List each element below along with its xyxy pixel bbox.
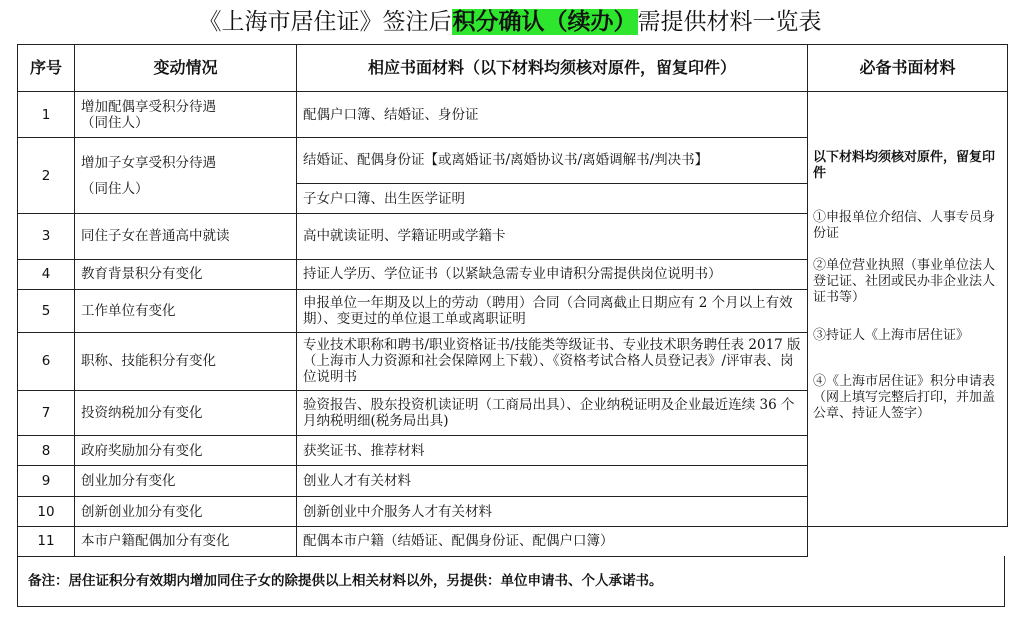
required-item: ②单位营业执照（事业单位法人登记证、社团或民办非企业法人证书等） — [813, 258, 996, 306]
row-change: 本市户籍配偶加分有变化 — [75, 526, 297, 556]
required-item: ③持证人《上海市居住证》 — [813, 328, 970, 344]
row-number: 4 — [18, 259, 75, 289]
row-number: 6 — [18, 333, 75, 390]
row-number: 3 — [18, 214, 75, 259]
required-heading: 以下材料均须核对原件，留复印件 — [813, 150, 996, 182]
row-change: 政府奖励加分有变化 — [75, 435, 297, 465]
row-change: 教育背景积分有变化 — [75, 259, 297, 289]
row-number: 11 — [18, 526, 75, 556]
row-material: 子女户口簿、出生医学证明 — [297, 184, 808, 214]
row-change: 创新创业加分有变化 — [75, 497, 297, 526]
row-number: 1 — [18, 92, 75, 137]
title-prefix: 《上海市居住证》签注后 — [198, 9, 452, 35]
table-row — [18, 526, 1008, 556]
row-material: 结婚证、配偶身份证【或离婚证书/离婚协议书/离婚调解书/判决书】 — [297, 137, 808, 183]
row-change: 工作单位有变化 — [75, 289, 297, 332]
header-required: 必备书面材料 — [808, 45, 1008, 92]
required-materials-cell — [808, 92, 1008, 526]
row-number: 5 — [18, 289, 75, 332]
table-header-row — [18, 45, 1008, 92]
row-material: 持证人学历、学位证书（以紧缺急需专业申请积分需提供岗位说明书） — [297, 259, 808, 289]
materials-table — [17, 44, 1008, 557]
row-change — [75, 137, 297, 214]
footer-note: 备注：居住证积分有效期内增加同住子女的除提供以上相关材料以外，另提供：单位申请书、个人承诺书。 — [17, 556, 1005, 607]
row-number: 10 — [18, 497, 75, 526]
row-change: 创业加分有变化 — [75, 466, 297, 497]
row-change — [75, 92, 297, 137]
header-materials: 相应书面材料（以下材料均须核对原件，留复印件） — [297, 45, 808, 92]
header-no: 序号 — [18, 45, 75, 92]
change-line: （同住人） — [81, 180, 149, 197]
change-line: （同住人） — [81, 114, 149, 131]
title-highlight: 积分确认（续办） — [452, 9, 637, 35]
row-material: 申报单位一年期及以上的劳动（聘用）合同（合同离截止日期应有 2 个月以上有效期）、变更过的单位退工单或离职证明 — [297, 289, 808, 332]
row-material: 高中就读证明、学籍证明或学籍卡 — [297, 214, 808, 259]
row-material: 专业技术职称和聘书/职业资格证书/技能类等级证书、专业技术职务聘任表 2017 版（上海市人力资源和社会保障网上下载）、《资格考试合格人员登记表》/评审表、岗位说明书 — [297, 333, 808, 390]
row-material: 配偶本市户籍（结婚证、配偶身份证、配偶户口簿） — [297, 526, 808, 556]
row-change: 投资纳税加分有变化 — [75, 390, 297, 435]
row-material: 创新创业中介服务人才有关材料 — [297, 497, 808, 526]
required-item: ①申报单位介绍信、人事专员身份证 — [813, 210, 996, 242]
row-material: 验资报告、股东投资机读证明（工商局出具）、企业纳税证明及企业最近连续 36 个月纳税明细(税务局出具) — [297, 390, 808, 435]
table-row — [18, 92, 1008, 137]
row-number: 9 — [18, 466, 75, 497]
header-change: 变动情况 — [75, 45, 297, 92]
title-suffix: 需提供材料一览表 — [637, 9, 822, 35]
row-material: 获奖证书、推荐材料 — [297, 435, 808, 465]
row-number: 2 — [18, 137, 75, 214]
row-change: 同住子女在普通高中就读 — [75, 214, 297, 259]
row-number: 7 — [18, 390, 75, 435]
row-change: 职称、技能积分有变化 — [75, 333, 297, 390]
row-material: 配偶户口簿、结婚证、身份证 — [297, 92, 808, 137]
row-number: 8 — [18, 435, 75, 465]
change-line: 增加配偶享受积分待遇 — [81, 98, 216, 115]
document-title — [0, 4, 1020, 40]
required-item: ④《上海市居住证》积分申请表（网上填写完整后打印，并加盖公章、持证人签字） — [813, 374, 996, 422]
change-line: 增加子女享受积分待遇 — [81, 154, 216, 171]
row-material: 创业人才有关材料 — [297, 466, 808, 497]
